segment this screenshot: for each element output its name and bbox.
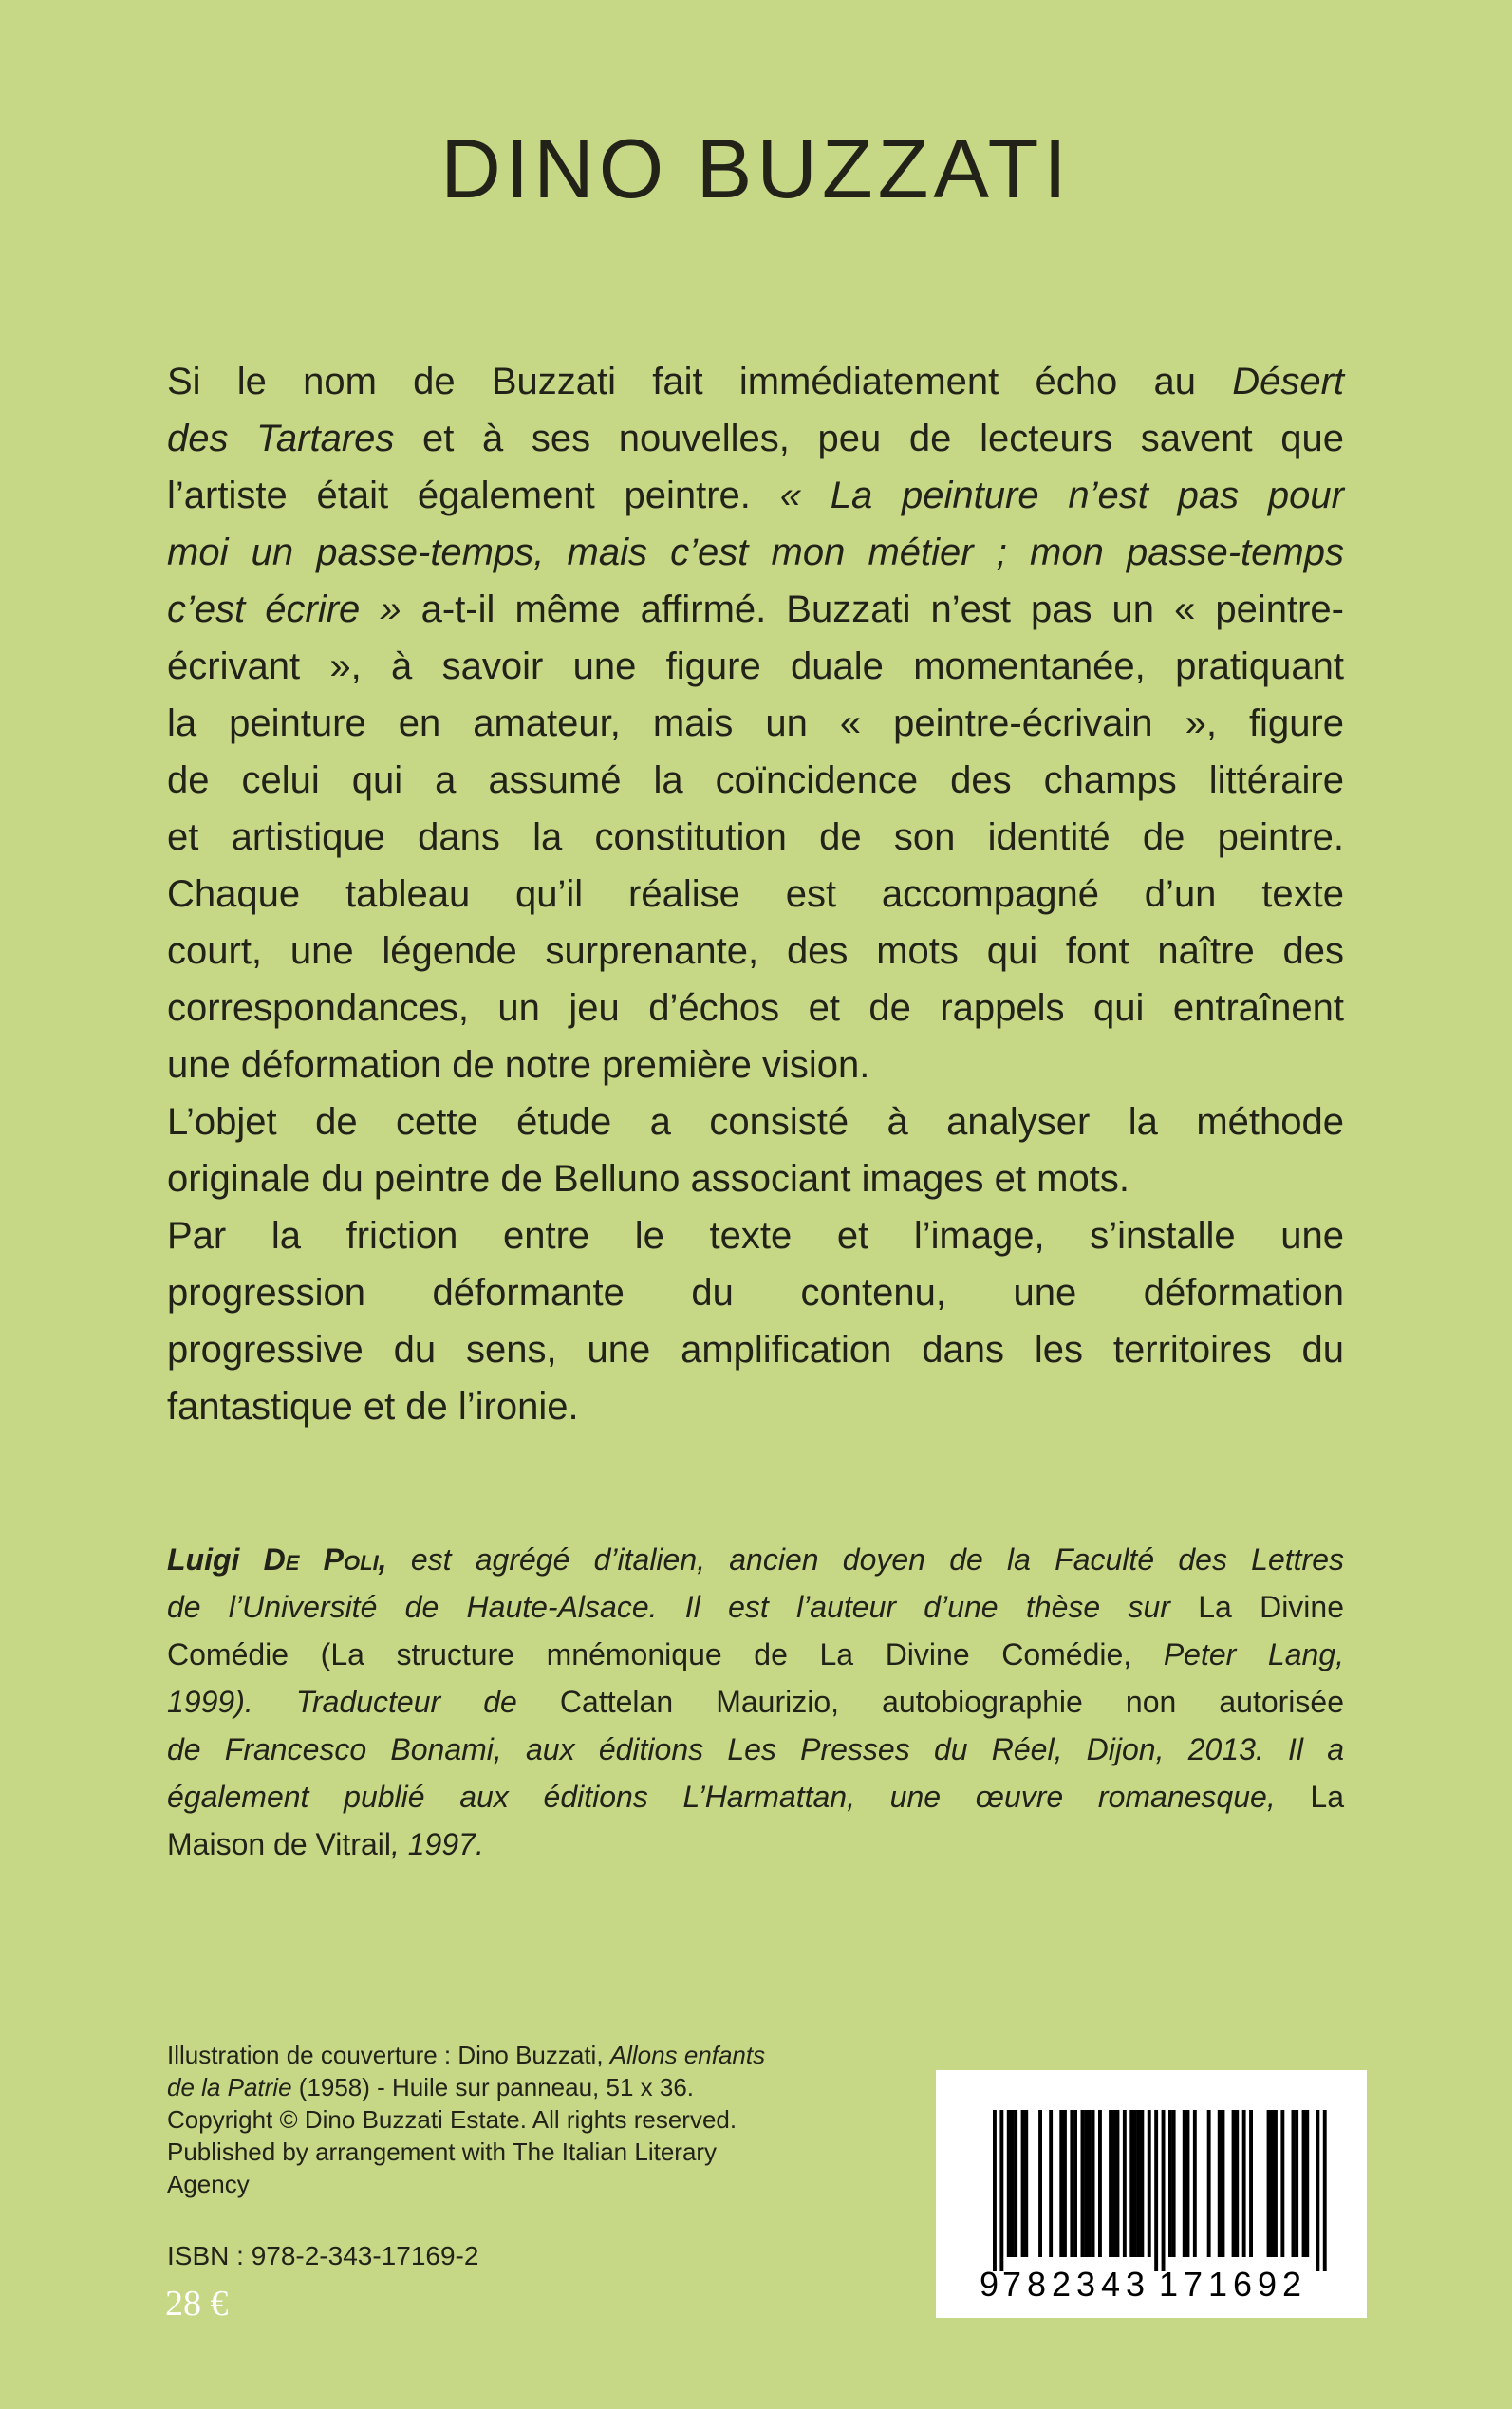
- text-segment: Agency: [167, 2170, 250, 2198]
- text-line: [167, 2168, 765, 2200]
- text-segment: De Poli,: [263, 1542, 387, 1577]
- text-line: [167, 923, 1344, 980]
- barcode-bar: [1133, 2110, 1137, 2257]
- barcode-bar: [1270, 2110, 1274, 2257]
- text-segment: Maison de Vitrail: [167, 1827, 391, 1861]
- book-title: DINO BUZZATI: [440, 121, 1072, 215]
- text-segment: la peinture en amateur, mais un « peintre-écrivain », figure: [167, 702, 1344, 744]
- barcode-bar: [1295, 2110, 1298, 2257]
- text-segment: Published by arrangement with The Italian Literary: [167, 2138, 718, 2166]
- barcode-bar: [1232, 2110, 1236, 2257]
- barcode-bar: [999, 2110, 1003, 2271]
- text-line: [167, 752, 1344, 809]
- text-line: [167, 467, 1344, 524]
- text-line: [167, 581, 1344, 638]
- cover-credits: [167, 2039, 765, 2200]
- text-line: [167, 1773, 1344, 1821]
- barcode-bar: [1070, 2110, 1073, 2257]
- text-line: [167, 809, 1344, 866]
- barcode-bar: [1186, 2110, 1190, 2257]
- text-segment: écrivant », à savoir une figure duale momentanée, pratiquant: [167, 645, 1344, 687]
- barcode-bar: [1249, 2110, 1253, 2257]
- text-line: [167, 866, 1344, 923]
- barcode-bar: [1137, 2110, 1141, 2257]
- text-line: [167, 1321, 1344, 1378]
- barcode-bar: [1292, 2110, 1296, 2257]
- summary-text: [167, 353, 1344, 1435]
- barcode-bar: [1235, 2110, 1239, 2257]
- text-line: [167, 1631, 1344, 1678]
- text-line: [167, 2039, 765, 2071]
- text-line: [167, 2103, 765, 2136]
- barcode-bar: [1222, 2110, 1225, 2257]
- text-line: [167, 1378, 1344, 1435]
- text-segment: court, une légende surprenante, des mots qui font naître des: [167, 930, 1344, 972]
- barcode-bar: [1123, 2110, 1127, 2257]
- text-segment: fantastique et de l’ironie.: [167, 1386, 579, 1428]
- barcode-digits-right: 171692: [1159, 2265, 1301, 2304]
- text-segment: de Francesco Bonami, aux éditions Les Presses du Réel, Dijon, 2013. Il a: [167, 1732, 1344, 1766]
- text-line: [167, 1036, 1344, 1093]
- barcode-bar: [1168, 2110, 1172, 2257]
- barcode-bar: [1109, 2110, 1112, 2257]
- barcode-bar: [1305, 2110, 1309, 2257]
- barcode-bar: [1218, 2110, 1222, 2257]
- barcode-bar: [1011, 2110, 1015, 2257]
- text-segment: Copyright © Dino Buzzati Estate. All rights reserved.: [167, 2105, 737, 2134]
- text-segment: La: [1275, 1780, 1344, 1814]
- barcode-bar: [1154, 2110, 1158, 2271]
- text-segment: et à ses nouvelles, peu de lecteurs savent que: [394, 418, 1344, 459]
- text-segment: L’objet de cette étude a consisté à analyser la méthode: [167, 1101, 1344, 1143]
- barcode-bar: [1007, 2110, 1011, 2257]
- barcode-bar: [1073, 2110, 1077, 2257]
- barcode-bar: [1316, 2110, 1319, 2271]
- text-segment: Cattelan Maurizio, autobiographie non autorisée: [559, 1685, 1344, 1719]
- text-segment: Comédie (La structure mnémonique de La Divine Comédie,: [167, 1637, 1132, 1671]
- text-segment: progression déformante du contenu, une déformation: [167, 1272, 1344, 1314]
- text-segment: Désert: [1232, 361, 1344, 402]
- barcode-bar: [1207, 2110, 1211, 2257]
- text-line: [167, 638, 1344, 695]
- text-segment: Par la friction entre le texte et l’image, s’installe une: [167, 1215, 1344, 1257]
- text-segment: de la Patrie: [167, 2073, 292, 2101]
- text-line: [167, 410, 1344, 467]
- text-line: [167, 1264, 1344, 1321]
- text-segment: a-t-il même affirmé. Buzzati n’est pas un « peintre-: [401, 588, 1344, 630]
- barcode-bar: [1112, 2110, 1116, 2257]
- text-segment: 1999). Traducteur de: [167, 1685, 560, 1719]
- barcode-bar: [993, 2110, 997, 2271]
- text-segment: des Tartares: [167, 418, 395, 459]
- text-line: [167, 1207, 1344, 1264]
- barcode-bar: [1148, 2110, 1151, 2257]
- barcode-bar: [1140, 2110, 1144, 2257]
- text-line: [167, 353, 1344, 410]
- text-segment: et artistique dans la constitution de son identité de peintre.: [167, 816, 1344, 858]
- text-segment: également publié aux éditions L’Harmattan, une œuvre romanesque,: [167, 1780, 1276, 1814]
- text-segment: est agrégé d’italien, ancien doyen de la Faculté des Lettres: [386, 1542, 1344, 1577]
- barcode-bar: [1063, 2110, 1067, 2257]
- barcode-bar: [1242, 2110, 1246, 2257]
- text-segment: Chaque tableau qu’il réalise est accompagné d’un texte: [167, 873, 1344, 915]
- text-segment: Peter Lang,: [1131, 1637, 1345, 1671]
- text-segment: Allons enfants: [609, 2041, 766, 2069]
- text-segment: « La peinture n’est pas pour: [779, 475, 1344, 516]
- text-line: [167, 980, 1344, 1036]
- barcode-bar: [1084, 2110, 1088, 2257]
- barcode-bar: [1116, 2110, 1120, 2257]
- text-segment: c’est écrire »: [167, 588, 401, 630]
- barcode-bar: [1081, 2110, 1085, 2257]
- barcode-bar: [1088, 2110, 1092, 2257]
- text-segment: progressive du sens, une amplification dans les territoires du: [167, 1329, 1344, 1371]
- barcode-digit-first: 9: [980, 2265, 999, 2304]
- barcode-digits-left: 782343: [1002, 2265, 1145, 2304]
- text-segment: correspondances, un jeu d’échos et de rappels qui entraînent: [167, 987, 1344, 1029]
- barcode-graphic: [936, 2070, 1367, 2318]
- text-line: [167, 2136, 765, 2168]
- barcode-bar: [1172, 2110, 1176, 2257]
- author-bio: [167, 1536, 1344, 1868]
- text-segment: de l’Université de Haute-Alsace. Il est l’auteur d’une thèse sur: [167, 1590, 1170, 1624]
- barcode-bar: [1193, 2110, 1197, 2257]
- text-segment: Luigi: [167, 1542, 264, 1577]
- text-line: [167, 695, 1344, 752]
- barcode-bar: [1092, 2110, 1095, 2257]
- text-line: [167, 1583, 1344, 1631]
- barcode-bar: [1183, 2110, 1186, 2257]
- barcode-bar: [1162, 2110, 1166, 2271]
- text-segment: l’artiste était également peintre.: [167, 475, 780, 516]
- text-segment: (1958) - Huile sur panneau, 51 x 36.: [291, 2073, 695, 2101]
- price-label: 28 €: [165, 2284, 229, 2324]
- text-line: [167, 1536, 1344, 1583]
- barcode-bar: [1274, 2110, 1278, 2257]
- barcode: [936, 2070, 1367, 2318]
- text-line: [167, 1678, 1344, 1726]
- barcode-bar: [1038, 2110, 1042, 2257]
- isbn-text: ISBN : 978-2-343-17169-2: [167, 2241, 479, 2270]
- text-segment: Si le nom de Buzzati fait immédiatement écho au: [167, 361, 1233, 402]
- barcode-bar: [1049, 2110, 1053, 2257]
- text-line: [167, 1093, 1344, 1150]
- text-segment: une déformation de notre première vision.: [167, 1044, 870, 1086]
- text-line: [167, 1150, 1344, 1207]
- text-segment: La Divine: [1169, 1590, 1345, 1624]
- text-line: [167, 1726, 1344, 1773]
- barcode-bar: [1059, 2110, 1063, 2257]
- text-segment: originale du peintre de Belluno associant images et mots.: [167, 1158, 1129, 1200]
- text-line: [167, 2071, 765, 2103]
- barcode-bar: [1014, 2110, 1017, 2257]
- barcode-bar: [1024, 2110, 1028, 2257]
- text-segment: de celui qui a assumé la coïncidence des champs littéraire: [167, 759, 1344, 801]
- barcode-bar: [1021, 2110, 1025, 2257]
- text-line: [167, 1821, 1344, 1868]
- text-segment: , 1997.: [390, 1827, 484, 1861]
- barcode-bar: [1323, 2110, 1327, 2271]
- text-line: [167, 524, 1344, 581]
- text-segment: Illustration de couverture : Dino Buzzati,: [167, 2041, 610, 2069]
- barcode-bar: [1129, 2110, 1133, 2257]
- text-segment: moi un passe-temps, mais c’est mon métier ; mon passe-temps: [167, 532, 1344, 573]
- barcode-bar: [1280, 2110, 1284, 2257]
- barcode-bar: [1267, 2110, 1271, 2257]
- barcode-bar: [1098, 2110, 1102, 2257]
- barcode-bar: [1302, 2110, 1306, 2257]
